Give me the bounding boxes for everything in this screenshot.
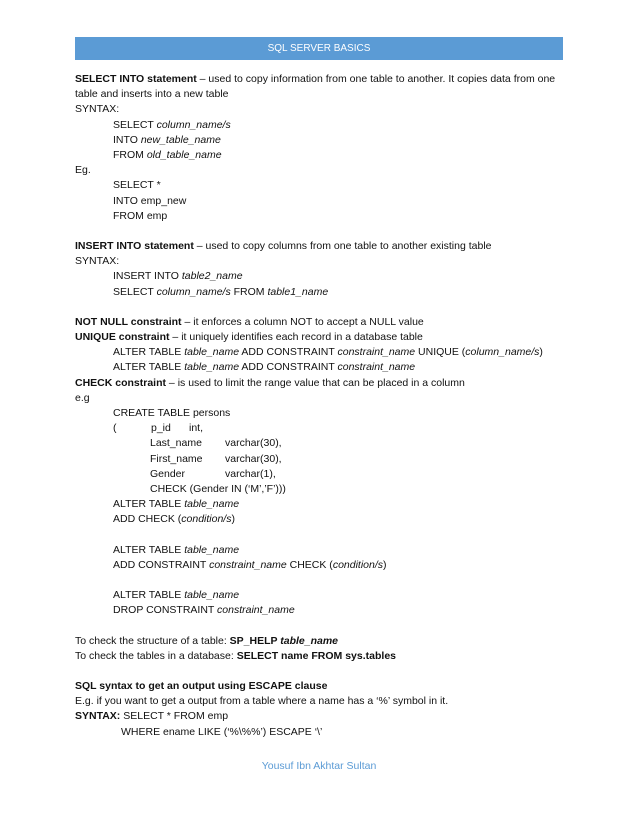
column-type: varchar(1), — [225, 467, 276, 480]
not-null-desc: – it enforces a column NOT to accept a NULL value — [181, 315, 424, 328]
code-placeholder: table_name — [184, 589, 240, 602]
code-keyword: ) — [383, 558, 387, 571]
example-label: Eg. — [75, 164, 91, 177]
code-keyword: ADD CONSTRAINT — [239, 361, 338, 374]
code-line — [75, 148, 563, 163]
escape-heading-text: SQL syntax to get an output using ESCAPE clause — [75, 679, 328, 692]
not-null-line — [75, 315, 563, 330]
code-line: FROM emp — [113, 209, 168, 222]
column-name: Gender — [150, 467, 186, 480]
code-placeholder: table_name — [184, 498, 240, 511]
code-placeholder: table_name — [184, 346, 240, 359]
column-name: Last_name — [150, 437, 202, 450]
code-placeholder: column_name/s — [156, 118, 231, 131]
code-keyword: ) — [231, 513, 235, 526]
code-keyword: ADD CONSTRAINT — [239, 346, 338, 359]
code-placeholder: table1_name — [267, 285, 329, 298]
check-desc: – is used to limit the range value that can be placed in a column — [166, 376, 465, 389]
insert-into-heading: INSERT INTO statement — [75, 240, 194, 253]
code-line — [75, 133, 563, 148]
code-placeholder: column_name/s — [465, 346, 540, 359]
syntax-label: SYNTAX: — [75, 103, 120, 116]
code-keyword: FROM — [113, 149, 147, 162]
select-into-desc-cont: table and inserts into a new table — [75, 88, 229, 101]
structure-line — [75, 634, 563, 649]
code-line — [75, 497, 563, 512]
code-placeholder: old_table_name — [146, 149, 222, 162]
code-line — [75, 588, 563, 603]
page-header — [75, 37, 563, 60]
escape-heading — [75, 679, 563, 694]
code-keyword: ALTER TABLE — [113, 543, 185, 556]
syntax-label: SYNTAX: — [75, 710, 121, 723]
tables-command: SELECT name FROM sys.tables — [236, 649, 396, 662]
select-into-heading: SELECT INTO statement — [75, 73, 197, 85]
page-footer — [0, 760, 638, 772]
syntax-label: SYNTAX: — [75, 255, 120, 268]
code-placeholder: condition/s — [181, 513, 232, 526]
code-placeholder: condition/s — [332, 558, 384, 571]
code-line: SELECT * — [113, 179, 161, 192]
escape-syntax-line — [75, 709, 563, 724]
code-line — [75, 436, 563, 451]
code-placeholder: constraint_name — [209, 558, 287, 571]
tables-text: To check the tables in a database: — [75, 649, 237, 662]
code-placeholder: table_name — [184, 361, 240, 374]
not-null-heading: NOT NULL constraint — [75, 315, 182, 328]
code-keyword: SELECT — [113, 285, 157, 298]
code-line: CHECK (Gender IN (‘M’,’F’))) — [150, 483, 286, 496]
unique-line — [75, 330, 563, 345]
code-line — [75, 360, 563, 375]
column-type: varchar(30), — [225, 437, 282, 450]
code-paren: ( — [113, 422, 117, 435]
document-body — [75, 72, 563, 740]
code-keyword: SELECT — [113, 118, 157, 131]
code-keyword: ALTER TABLE — [113, 589, 185, 602]
footer-author: Yousuf Ibn Akhtar Sultan — [261, 760, 377, 772]
column-type: int, — [189, 422, 204, 435]
code-line — [75, 345, 563, 360]
check-line — [75, 376, 563, 391]
code-line: WHERE ename LIKE (‘%\%%’) ESCAPE ‘\’ — [121, 725, 323, 738]
code-line: INTO emp_new — [113, 194, 187, 207]
code-keyword: INTO — [113, 133, 141, 146]
check-heading: CHECK constraint — [75, 376, 167, 389]
code-keyword: CHECK ( — [286, 558, 333, 571]
header-title: SQL SERVER BASICS — [267, 43, 371, 54]
code-line — [75, 118, 563, 133]
unique-desc: – it uniquely identifies each record in a database table — [169, 331, 423, 344]
code-keyword: FROM — [230, 285, 268, 298]
code-line — [75, 558, 563, 573]
code-line — [75, 269, 563, 284]
select-into-desc: – used to copy information from one table to another. It copies data from one — [196, 73, 556, 85]
code-keyword: UNIQUE ( — [415, 346, 466, 359]
insert-into-line — [75, 239, 563, 254]
column-type: varchar(30), — [225, 452, 282, 465]
code-line: CREATE TABLE persons — [113, 407, 231, 420]
code-placeholder: new_table_name — [140, 133, 221, 146]
tables-line — [75, 649, 563, 664]
column-name: p_id — [151, 422, 171, 435]
code-placeholder: column_name/s — [156, 285, 231, 298]
code-keyword: ADD CHECK ( — [113, 513, 182, 526]
structure-placeholder: table_name — [280, 634, 339, 647]
code-line — [75, 543, 563, 558]
example-label: e.g — [75, 391, 90, 404]
code-line — [75, 452, 563, 467]
code-keyword: ALTER TABLE — [113, 346, 185, 359]
code-keyword: ) — [539, 346, 543, 359]
unique-heading: UNIQUE constraint — [75, 331, 170, 344]
code-keyword: ALTER TABLE — [113, 498, 185, 511]
code-line — [75, 467, 563, 482]
code-placeholder: table_name — [184, 543, 240, 556]
code-keyword: SELECT * FROM emp — [120, 710, 229, 723]
select-into-line — [75, 72, 563, 87]
code-line — [75, 512, 563, 527]
structure-text: To check the structure of a table: — [75, 634, 230, 647]
code-line — [75, 421, 563, 436]
code-keyword: INSERT INTO — [113, 270, 182, 283]
insert-into-desc: – used to copy columns from one table to another existing table — [193, 240, 492, 253]
escape-desc: E.g. if you want to get a output from a table where a name has a ‘%’ symbol in it. — [75, 695, 449, 708]
code-keyword: DROP CONSTRAINT — [113, 604, 218, 617]
column-name: First_name — [150, 452, 203, 465]
code-placeholder: constraint_name — [337, 361, 416, 374]
code-line — [75, 285, 563, 300]
code-keyword: ALTER TABLE — [113, 361, 185, 374]
code-placeholder: table2_name — [181, 270, 243, 283]
code-line — [75, 603, 563, 618]
code-placeholder: constraint_name — [217, 604, 295, 617]
structure-command: SP_HELP — [229, 634, 281, 647]
code-keyword: ADD CONSTRAINT — [113, 558, 210, 571]
code-placeholder: constraint_name — [337, 346, 416, 359]
